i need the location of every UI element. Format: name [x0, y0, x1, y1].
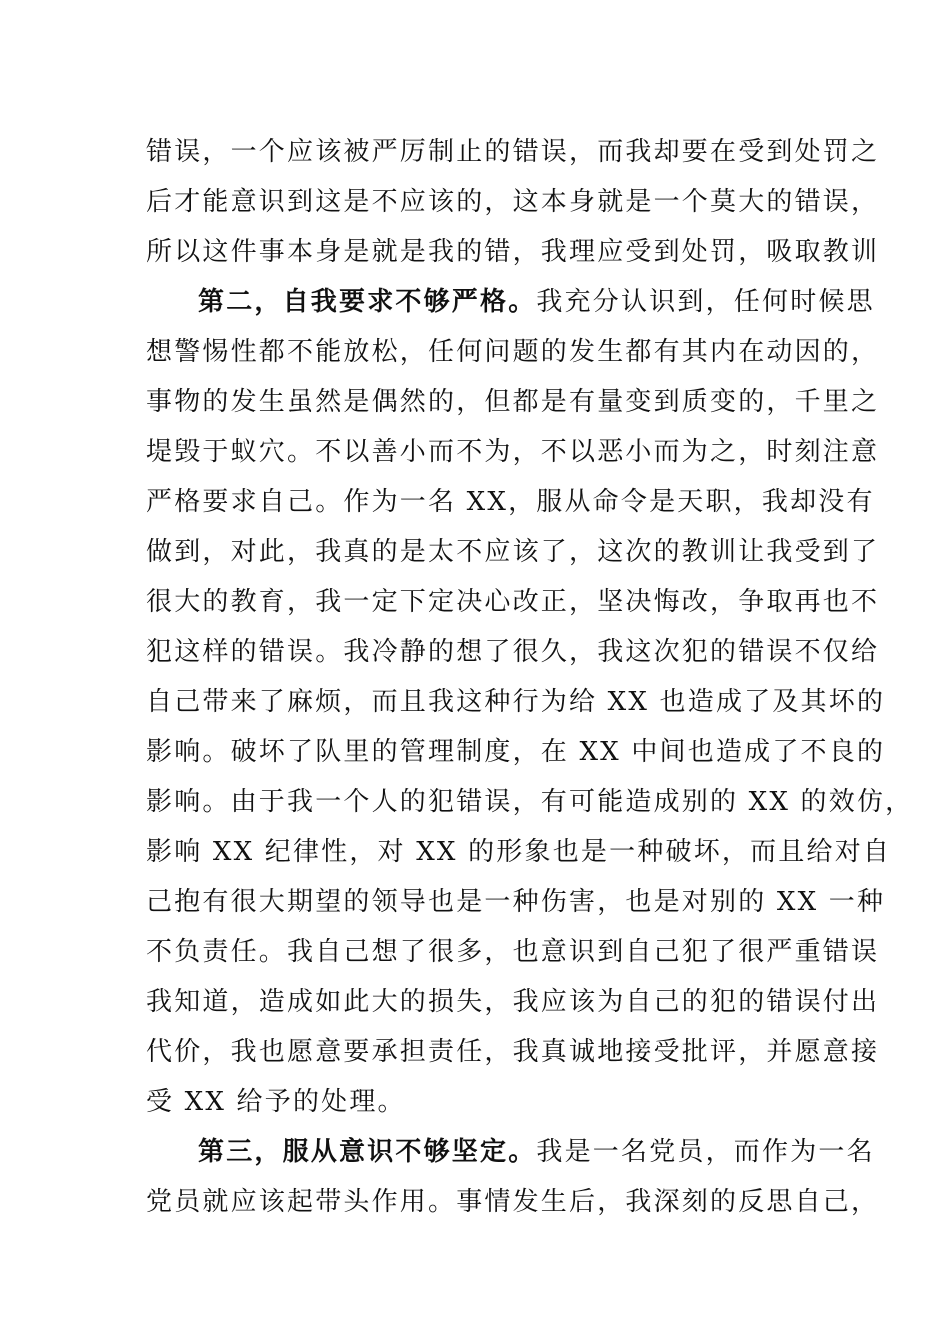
text-line-14: 影响。由于我一个人的犯错误，有可能造成别的 XX 的效仿， — [146, 787, 914, 817]
section-heading-third: 第三，服从意识不够坚定。 — [198, 1137, 537, 1167]
text-line-18: 我知道，造成如此大的损失，我应该为自己的犯的错误付出 — [146, 987, 880, 1017]
text-line-6: 事物的发生虽然是偶然的，但都是有量变到质变的，千里之 — [146, 387, 880, 417]
text-line-3: 所以这件事本身是就是我的错，我理应受到处罚，吸取教训 — [146, 237, 880, 267]
text-line-9: 做到，对此，我真的是太不应该了，这次的教训让我受到了 — [146, 537, 880, 567]
section-heading-second: 第二，自我要求不够严格。 — [198, 287, 537, 317]
paragraph-2-first-line — [198, 284, 875, 320]
paragraph-3-first-line — [198, 1134, 875, 1170]
text-line-8: 严格要求自己。作为一名 XX，服从命令是天职，我却没有 — [146, 487, 875, 517]
text-line-21: 我是一名党员，而作为一名 — [536, 1137, 875, 1167]
text-line-17: 不负责任。我自己想了很多，也意识到自己犯了很严重错误 — [146, 937, 880, 967]
text-line-7: 堤毁于蚁穴。不以善小而不为，不以恶小而为之，时刻注意 — [146, 437, 880, 467]
text-line-16: 己抱有很大期望的领导也是一种伤害，也是对别的 XX 一种 — [146, 887, 886, 917]
text-line-15: 影响 XX 纪律性，对 XX 的形象也是一种破坏，而且给对自 — [146, 837, 892, 867]
text-line-13: 影响。破坏了队里的管理制度，在 XX 中间也造成了不良的 — [146, 737, 886, 767]
text-line-12: 自己带来了麻烦，而且我这种行为给 XX 也造成了及其坏的 — [146, 687, 886, 717]
text-line-2: 后才能意识到这是不应该的，这本身就是一个莫大的错误， — [146, 187, 880, 217]
text-line-19: 代价，我也愿意要承担责任，我真诚地接受批评，并愿意接 — [146, 1037, 880, 1067]
text-line-1: 错误，一个应该被严厉制止的错误，而我却要在受到处罚之 — [146, 137, 880, 167]
text-line-22: 党员就应该起带头作用。事情发生后，我深刻的反思自己， — [146, 1187, 880, 1217]
text-line-4: 我充分认识到，任何时候思 — [536, 287, 875, 317]
text-line-5: 想警惕性都不能放松，任何问题的发生都有其内在动因的， — [146, 337, 880, 367]
text-line-10: 很大的教育，我一定下定决心改正，坚决悔改，争取再也不 — [146, 587, 880, 617]
text-line-11: 犯这样的错误。我冷静的想了很久，我这次犯的错误不仅给 — [146, 637, 880, 667]
text-line-20: 受 XX 给予的处理。 — [146, 1087, 406, 1117]
